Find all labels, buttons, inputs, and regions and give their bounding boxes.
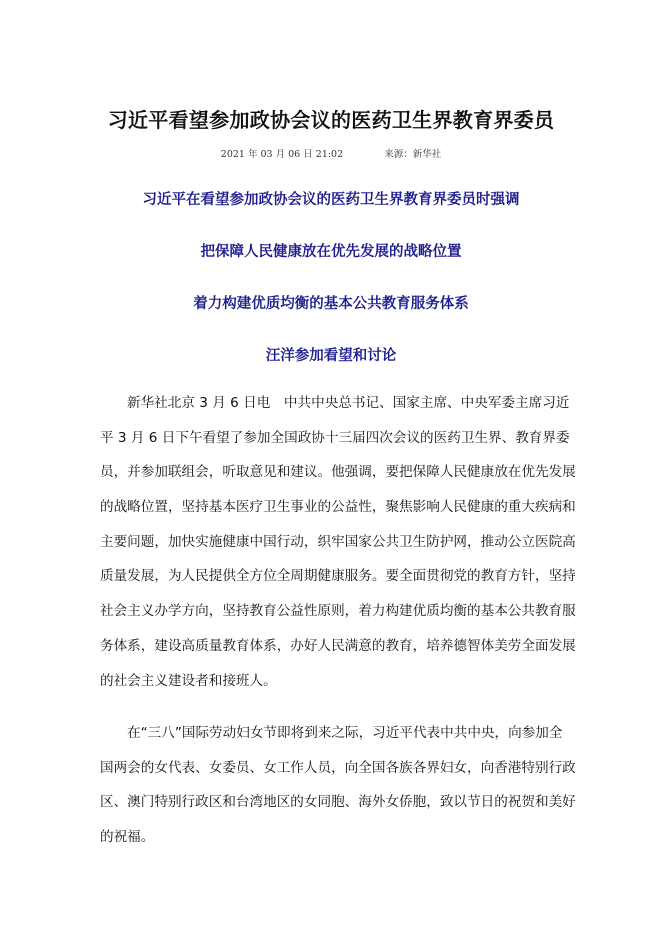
subheading: 习近平在看望参加政协会议的医药卫生界教育界委员时强调 bbox=[142, 192, 520, 208]
text-line: 的战略位置，坚持基本医疗卫生事业的公益性，聚焦影响人民健康的重大疾病和 bbox=[100, 499, 576, 516]
text-line: 务体系，建设高质量教育体系，办好人民满意的教育，培养德智体美劳全面发展 bbox=[100, 637, 576, 654]
text-line: 新华社北京 3 月 6 日电 中共中央总书记、国家主席、中央军委主席习近 bbox=[127, 395, 570, 411]
publish-date: 2021 年 03 月 06 日 21:02 bbox=[220, 149, 344, 160]
text-line: 国两会的女代表、女委员、女工作人员，向全国各族各界妇女，向香港特别行政 bbox=[100, 759, 576, 776]
text-line: 的社会主义建设者和接班人。 bbox=[100, 672, 277, 689]
subheading: 着力构建优质均衡的基本公共教育服务体系 bbox=[193, 296, 469, 312]
text-line: 质量发展，为人民提供全方位全周期健康服务。要全面贯彻党的教育方针，坚持 bbox=[100, 568, 576, 585]
text-line: 平 3 月 6 日下午看望了参加全国政协十三届四次会议的医药卫生界、教育界委 bbox=[100, 429, 570, 446]
article-source: 来源：新华社 bbox=[384, 149, 442, 160]
text-line: 社会主义办学方向，坚持教育公益性原则，着力构建优质均衡的基本公共教育服 bbox=[100, 603, 576, 620]
body-paragraph-2 bbox=[100, 716, 576, 855]
text-line: 员，并参加联组会，听取意见和建议。他强调，要把保障人民健康放在优先发展 bbox=[100, 464, 576, 481]
body-paragraph-1 bbox=[100, 386, 576, 698]
text-line: 在“三八”国际劳动妇女节即将到来之际，习近平代表中共中央，向参加全 bbox=[127, 725, 563, 741]
text-line: 区、澳门特别行政区和台湾地区的女同胞、海外女侨胞，致以节日的祝贺和美好 bbox=[100, 794, 576, 811]
subheading: 把保障人民健康放在优先发展的战略位置 bbox=[200, 244, 462, 260]
text-line: 的祝福。 bbox=[100, 829, 155, 846]
text-line: 主要问题，加快实施健康中国行动，织牢国家公共卫生防护网，推动公立医院高 bbox=[100, 533, 576, 550]
article-meta bbox=[0, 146, 662, 160]
article-title: 习近平看望参加政协会议的医药卫生界教育界委员 bbox=[107, 108, 555, 132]
subheading: 汪洋参加看望和讨论 bbox=[265, 348, 397, 364]
